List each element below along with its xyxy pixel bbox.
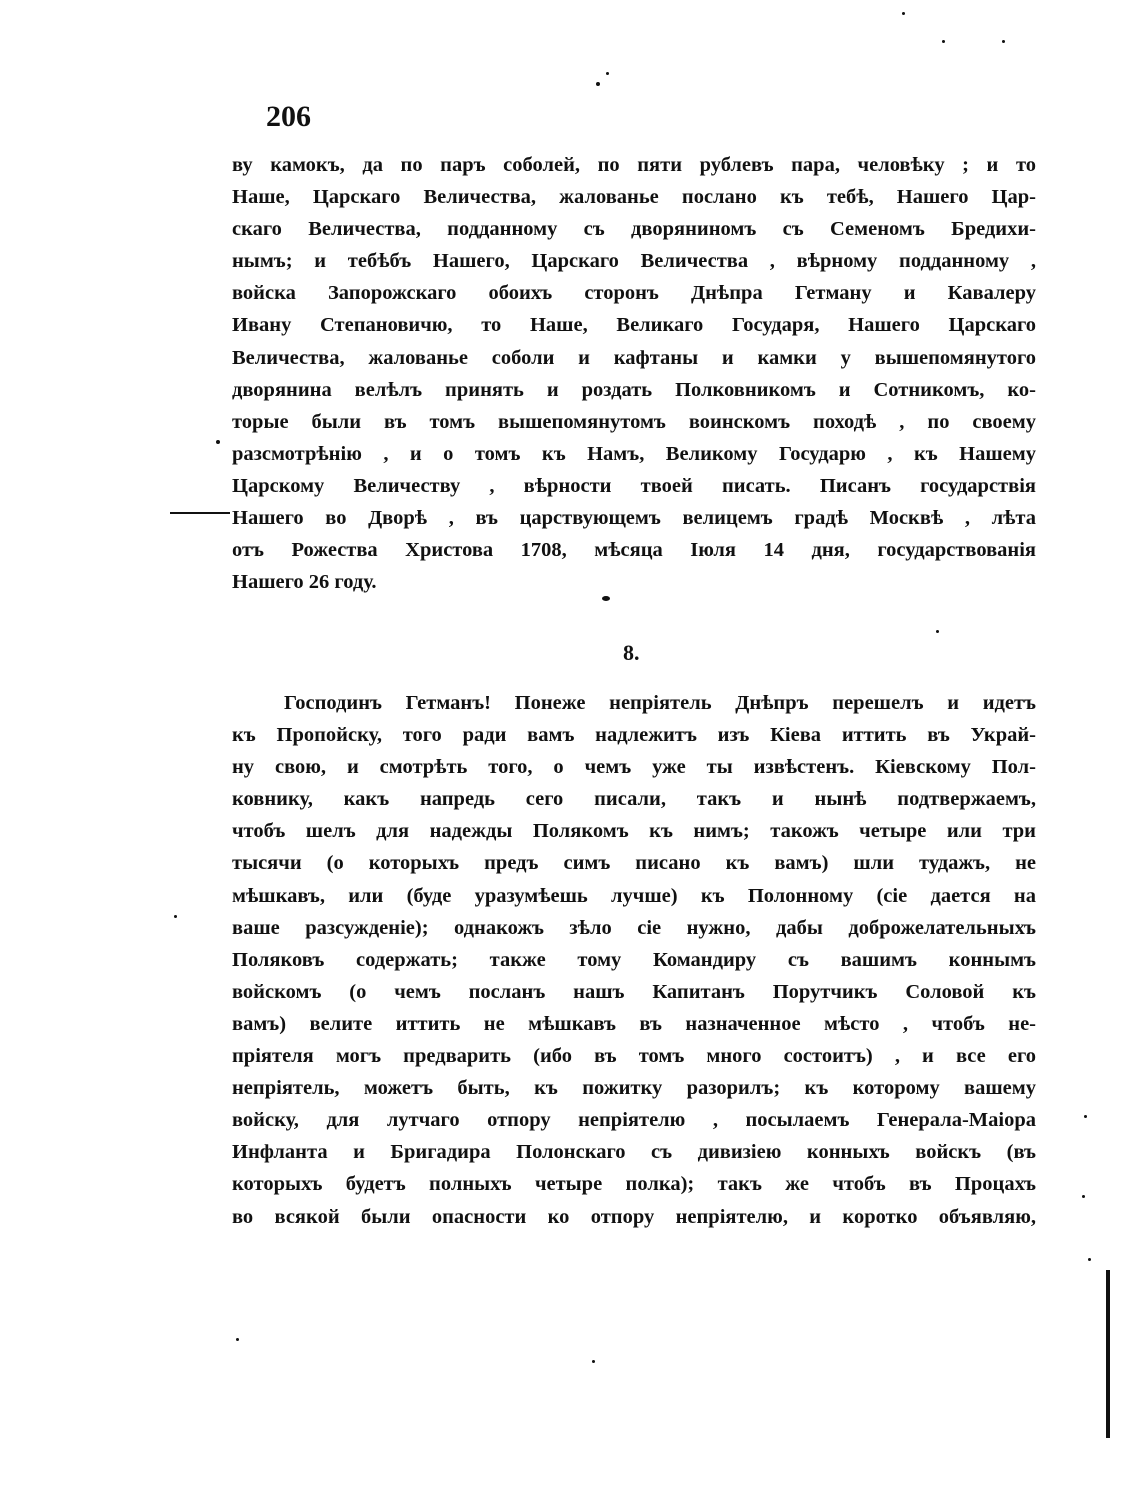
text-line: дворянина велѣлъ принять и роздать Полковникомъ и Сотникомъ, ко- xyxy=(232,378,1036,401)
scan-speck xyxy=(1084,1115,1087,1118)
margin-mark xyxy=(1106,1270,1110,1438)
text-line: Поляковъ содержать; также тому Командиру съ вашимъ коннымъ xyxy=(232,948,1036,971)
text-line: Царскому Величеству , вѣрности твоей писать. Писанъ государствія xyxy=(232,474,1036,497)
scan-speck xyxy=(592,1360,595,1363)
scan-speck xyxy=(236,1338,239,1341)
text-line: Нашего 26 году. xyxy=(232,571,377,594)
text-line: тысячи (о которыхъ предъ симъ писано къ вамъ) шли тудажъ, не xyxy=(232,852,1036,875)
text-line: во всякой были опасности ко отпору непріятелю, и коротко объявляю, xyxy=(232,1205,1036,1228)
text-line: Инфланта и Бригадира Полонскаго съ дивизіею конныхъ войскъ (въ xyxy=(232,1141,1036,1164)
text-line: непріятель, можетъ быть, къ пожитку разорилъ; къ которому вашему xyxy=(232,1077,1036,1100)
text-line: къ Пропойску, того ради вамъ надлежитъ изъ Кіева иттить въ Украй- xyxy=(232,724,1036,747)
scan-speck xyxy=(174,915,177,918)
scan-speck xyxy=(602,596,610,601)
text-line: которыхъ будетъ полныхъ четыре полка); такъ же чтобъ въ Процахъ xyxy=(232,1173,1036,1196)
scan-speck xyxy=(1082,1195,1085,1198)
text-line: Ивану Степановичю, то Наше, Великаго Государя, Нашего Царскаго xyxy=(232,314,1036,337)
margin-mark xyxy=(170,512,230,514)
scan-speck xyxy=(902,12,905,15)
text-line: войску, для лутчаго отпору непріятелю , посылаемъ Генерала-Маіора xyxy=(232,1109,1036,1132)
scan-speck xyxy=(596,82,600,86)
scan-speck xyxy=(1002,40,1005,43)
text-line: ву камокъ, да по паръ соболей, по пяти рублевъ пара, человѣку ; и то xyxy=(232,154,1036,176)
paragraph-2 xyxy=(232,687,1036,1233)
text-line: скаго Величества, подданному съ дворяниномъ съ Семеномъ Бредихи- xyxy=(232,218,1036,241)
text-line: пріятеля могъ предварить (ибо въ томъ много состоитъ) , и все его xyxy=(232,1045,1036,1068)
text-line: разсмотрѣнію , и о томъ къ Намъ, Великому Государю , къ Нашему xyxy=(232,442,1036,465)
text-line: Нашего во Дворѣ , въ царствующемъ велицемъ градѣ Москвѣ , лѣта xyxy=(232,507,1036,530)
scan-speck xyxy=(216,440,220,444)
text-line: Величества, жалованье соболи и кафтаны и камки у вышепомянутого xyxy=(232,346,1036,369)
text-line: ковнику, какъ напредь сего писали, такъ и нынѣ подтвержаемъ, xyxy=(232,788,1036,811)
paragraph-1 xyxy=(232,149,1036,598)
section-number: 8. xyxy=(623,640,640,665)
scan-speck xyxy=(942,40,945,43)
text-line: торые были въ томъ вышепомянутомъ воинскомъ походѣ , по своему xyxy=(232,410,1036,433)
text-line: отъ Рожества Христова 1708, мѣсяца Іюля 14 дня, государствованія xyxy=(232,539,1036,562)
text-line: нымъ; и тебѣбъ Нашего, Царскаго Величества , вѣрному подданному , xyxy=(232,250,1036,273)
page-number: 206 xyxy=(266,100,311,133)
scan-speck xyxy=(936,630,939,633)
text-line: ну свою, и смотрѣть того, о чемъ уже ты извѣстенъ. Кіевскому Пол- xyxy=(232,756,1036,779)
scan-speck xyxy=(606,72,609,75)
text-line: ваше разсужденіе); однакожъ зѣло сіе нужно, дабы доброжелательныхъ xyxy=(232,916,1036,939)
text-line: чтобъ шелъ для надежды Полякомъ къ нимъ; такожъ четыре или три xyxy=(232,820,1036,843)
text-line: войска Запорожскаго обоихъ сторонъ Днѣпра Гетману и Кавалеру xyxy=(232,282,1036,305)
text-line: мѣшкавъ, или (буде уразумѣешь лучше) къ Полонному (сіе дается на xyxy=(232,884,1036,907)
text-line: войскомъ (о чемъ посланъ нашъ Капитанъ Порутчикъ Соловой къ xyxy=(232,980,1036,1003)
text-line: Господинъ Гетманъ! Понеже непріятель Днѣпръ перешелъ и идетъ xyxy=(284,692,1036,714)
scan-speck xyxy=(1088,1258,1091,1261)
text-line: вамъ) велите иттить не мѣшкавъ въ назначенное мѣсто , чтобъ не- xyxy=(232,1012,1036,1035)
text-line: Наше, Царскаго Величества, жалованье послано къ тебѣ, Нашего Цар- xyxy=(232,186,1036,209)
